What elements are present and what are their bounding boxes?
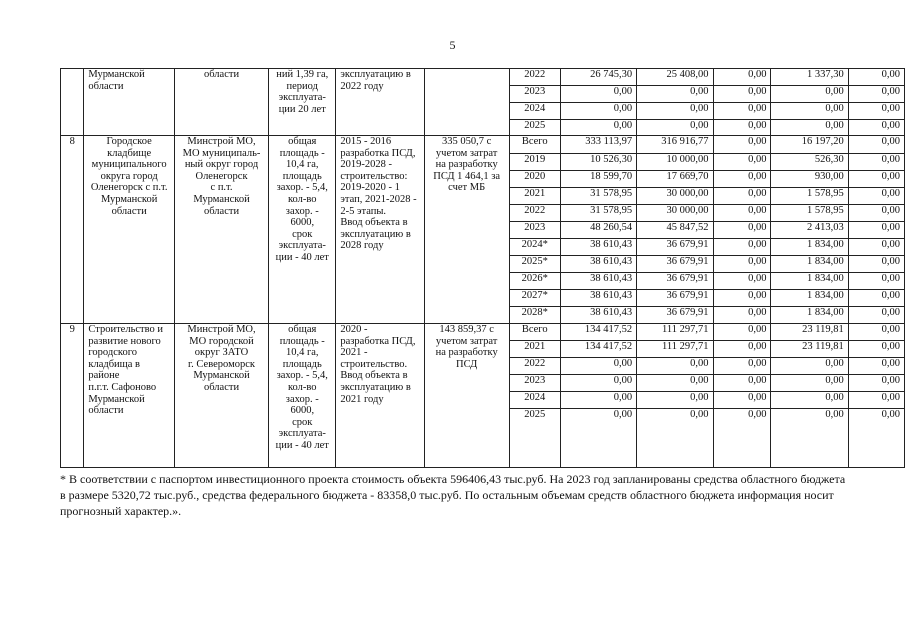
year-cell: 2020 — [509, 171, 560, 188]
amount-cell: 10 526,30 — [560, 154, 636, 171]
year-cell: 2023 — [509, 375, 560, 392]
amount-cell: 30 000,00 — [637, 188, 713, 205]
year-cell: 2024 — [509, 392, 560, 409]
amount-cell: 0,00 — [637, 103, 713, 120]
amount-cell: 0,00 — [713, 290, 771, 307]
amount-cell: 0,00 — [771, 103, 848, 120]
amount-cell: 1 834,00 — [771, 307, 848, 324]
amount-cell: 0,00 — [771, 409, 848, 468]
amount-cell: 134 417,52 — [560, 324, 636, 341]
amount-cell: 36 679,91 — [637, 290, 713, 307]
amount-cell: 0,00 — [637, 392, 713, 409]
cost-cell — [424, 69, 509, 136]
table-row — [61, 136, 905, 154]
amount-cell: 16 197,20 — [771, 136, 848, 154]
amount-cell: 31 578,95 — [560, 205, 636, 222]
amount-cell: 0,00 — [848, 256, 904, 273]
amount-cell: 0,00 — [713, 171, 771, 188]
year-cell: 2021 — [509, 341, 560, 358]
amount-cell: 0,00 — [848, 171, 904, 188]
amount-cell: 1 578,95 — [771, 205, 848, 222]
amount-cell: 0,00 — [713, 239, 771, 256]
row-number: 9 — [61, 324, 84, 468]
amount-cell: 134 417,52 — [560, 341, 636, 358]
schedule-cell: 2020 - разработка ПСД, 2021 - строительство. Ввод объекта в эксплуатацию в 2021 году — [336, 324, 424, 468]
customer-cell: области — [174, 69, 268, 136]
amount-cell: 0,00 — [848, 409, 904, 468]
amount-cell: 0,00 — [713, 222, 771, 239]
amount-cell: 0,00 — [848, 341, 904, 358]
amount-cell: 0,00 — [637, 409, 713, 468]
customer-cell: Минстрой МО, МО городской округ ЗАТО г. Североморск Мурманской области — [174, 324, 268, 468]
investment-table — [60, 68, 905, 468]
amount-cell: 36 679,91 — [637, 307, 713, 324]
footnote: * В соответствии с паспортом инвестиционного проекта стоимость объекта 596406,43 тыс.руб. На 2023 год запланированы средства областного бюджета в размере 5320,72 тыс.руб., средства федерального бюджета - 83358,0 тыс.руб. По остальным объемам средств областного бюджета информация носит прогнозный характер.». — [60, 472, 846, 518]
amount-cell: 0,00 — [713, 86, 771, 103]
year-cell: 2025 — [509, 120, 560, 136]
amount-cell: 526,30 — [771, 154, 848, 171]
amount-cell: 45 847,52 — [637, 222, 713, 239]
amount-cell: 1 834,00 — [771, 290, 848, 307]
table-row — [61, 324, 905, 341]
amount-cell: 0,00 — [637, 358, 713, 375]
amount-cell: 0,00 — [848, 273, 904, 290]
amount-cell: 17 669,70 — [637, 171, 713, 188]
amount-cell: 0,00 — [713, 273, 771, 290]
amount-cell: 0,00 — [713, 136, 771, 154]
amount-cell: 30 000,00 — [637, 205, 713, 222]
amount-cell: 0,00 — [848, 358, 904, 375]
amount-cell: 0,00 — [637, 375, 713, 392]
amount-cell: 0,00 — [848, 324, 904, 341]
amount-cell: 18 599,70 — [560, 171, 636, 188]
num-cell — [61, 69, 84, 136]
object-name-cell: Городское кладбище муниципального округа город Оленегорск с п.т. Мурманской области — [84, 136, 175, 324]
year-cell: Всего — [509, 136, 560, 154]
amount-cell: 38 610,43 — [560, 307, 636, 324]
amount-cell: 48 260,54 — [560, 222, 636, 239]
capacity-cell: общая площадь - 10,4 га, площадь захор. - 5,4, кол-во захор. - 6000, срок эксплуата- ции - 40 лет — [269, 324, 336, 468]
amount-cell: 0,00 — [848, 375, 904, 392]
amount-cell: 36 679,91 — [637, 256, 713, 273]
amount-cell: 0,00 — [771, 120, 848, 136]
object-name-cell: Строительство и развитие нового городского кладбища в районе п.г.т. Сафоново Мурманской области — [84, 324, 175, 468]
page-number: 5 — [449, 38, 456, 52]
amount-cell: 0,00 — [713, 188, 771, 205]
amount-cell: 0,00 — [713, 358, 771, 375]
amount-cell: 23 119,81 — [771, 324, 848, 341]
amount-cell: 38 610,43 — [560, 273, 636, 290]
amount-cell: 26 745,30 — [560, 69, 636, 86]
year-cell: 2025 — [509, 409, 560, 468]
amount-cell: 1 834,00 — [771, 256, 848, 273]
year-cell: 2026* — [509, 273, 560, 290]
year-cell: 2022 — [509, 205, 560, 222]
amount-cell: 0,00 — [713, 341, 771, 358]
amount-cell: 0,00 — [713, 256, 771, 273]
amount-cell: 0,00 — [713, 69, 771, 86]
amount-cell: 0,00 — [713, 205, 771, 222]
amount-cell: 1 337,30 — [771, 69, 848, 86]
amount-cell: 0,00 — [771, 375, 848, 392]
amount-cell: 1 834,00 — [771, 239, 848, 256]
amount-cell: 36 679,91 — [637, 273, 713, 290]
amount-cell: 0,00 — [848, 239, 904, 256]
amount-cell: 0,00 — [771, 392, 848, 409]
amount-cell: 0,00 — [848, 136, 904, 154]
year-cell: 2019 — [509, 154, 560, 171]
amount-cell: 0,00 — [848, 154, 904, 171]
cost-cell: 335 050,7 с учетом затрат на разработку ПСД 1 464,1 за счет МБ — [424, 136, 509, 324]
amount-cell: 0,00 — [713, 409, 771, 468]
amount-cell: 38 610,43 — [560, 239, 636, 256]
amount-cell: 0,00 — [713, 103, 771, 120]
amount-cell: 0,00 — [713, 307, 771, 324]
year-cell: 2025* — [509, 256, 560, 273]
year-cell: Всего — [509, 324, 560, 341]
amount-cell: 38 610,43 — [560, 290, 636, 307]
schedule-cell: 2015 - 2016 разработка ПСД, 2019-2028 - строительство: 2019-2020 - 1 этап, 2021-2028 - 2-5 этапы. Ввод объекта в эксплуатацию в 2028 году — [336, 136, 424, 324]
amount-cell: 111 297,71 — [637, 341, 713, 358]
amount-cell: 111 297,71 — [637, 324, 713, 341]
amount-cell: 1 578,95 — [771, 188, 848, 205]
amount-cell: 0,00 — [713, 375, 771, 392]
amount-cell: 0,00 — [848, 307, 904, 324]
amount-cell: 38 610,43 — [560, 256, 636, 273]
year-cell: 2024* — [509, 239, 560, 256]
amount-cell: 0,00 — [848, 205, 904, 222]
amount-cell: 0,00 — [713, 324, 771, 341]
capacity-cell: общая площадь - 10,4 га, площадь захор. - 5,4, кол-во захор. - 6000, срок эксплуата- ции - 40 лет — [269, 136, 336, 324]
amount-cell: 0,00 — [848, 222, 904, 239]
object-name-cell: Мурманской области — [84, 69, 175, 136]
amount-cell: 0,00 — [713, 120, 771, 136]
year-cell: 2023 — [509, 222, 560, 239]
cost-cell: 143 859,37 с учетом затрат на разработку ПСД — [424, 324, 509, 468]
amount-cell: 0,00 — [848, 86, 904, 103]
amount-cell: 0,00 — [560, 120, 636, 136]
amount-cell: 0,00 — [560, 86, 636, 103]
year-cell: 2023 — [509, 86, 560, 103]
year-cell: 2022 — [509, 358, 560, 375]
amount-cell: 36 679,91 — [637, 239, 713, 256]
amount-cell: 0,00 — [771, 86, 848, 103]
amount-cell: 0,00 — [560, 358, 636, 375]
amount-cell: 2 413,03 — [771, 222, 848, 239]
row-number: 8 — [61, 136, 84, 324]
amount-cell: 0,00 — [771, 358, 848, 375]
amount-cell: 333 113,97 — [560, 136, 636, 154]
amount-cell: 23 119,81 — [771, 341, 848, 358]
capacity-cell: ний 1,39 га, период эксплуата- ции 20 лет — [269, 69, 336, 136]
amount-cell: 0,00 — [713, 154, 771, 171]
amount-cell: 0,00 — [637, 120, 713, 136]
amount-cell: 25 408,00 — [637, 69, 713, 86]
amount-cell: 0,00 — [713, 392, 771, 409]
amount-cell: 930,00 — [771, 171, 848, 188]
amount-cell: 0,00 — [848, 120, 904, 136]
amount-cell: 0,00 — [560, 409, 636, 468]
amount-cell: 0,00 — [848, 103, 904, 120]
schedule-cell: эксплуатацию в 2022 году — [336, 69, 424, 136]
customer-cell: Минстрой МО, МО муниципаль- ный округ город Оленегорск с п.т. Мурманской области — [174, 136, 268, 324]
year-cell: 2021 — [509, 188, 560, 205]
amount-cell: 1 834,00 — [771, 273, 848, 290]
amount-cell: 0,00 — [848, 392, 904, 409]
year-cell: 2027* — [509, 290, 560, 307]
year-cell: 2022 — [509, 69, 560, 86]
amount-cell: 31 578,95 — [560, 188, 636, 205]
amount-cell: 0,00 — [637, 86, 713, 103]
table-row — [61, 69, 905, 86]
amount-cell: 0,00 — [560, 392, 636, 409]
amount-cell: 0,00 — [848, 290, 904, 307]
year-cell: 2024 — [509, 103, 560, 120]
year-cell: 2028* — [509, 307, 560, 324]
amount-cell: 0,00 — [560, 375, 636, 392]
amount-cell: 0,00 — [560, 103, 636, 120]
amount-cell: 10 000,00 — [637, 154, 713, 171]
amount-cell: 0,00 — [848, 69, 904, 86]
amount-cell: 316 916,77 — [637, 136, 713, 154]
amount-cell: 0,00 — [848, 188, 904, 205]
